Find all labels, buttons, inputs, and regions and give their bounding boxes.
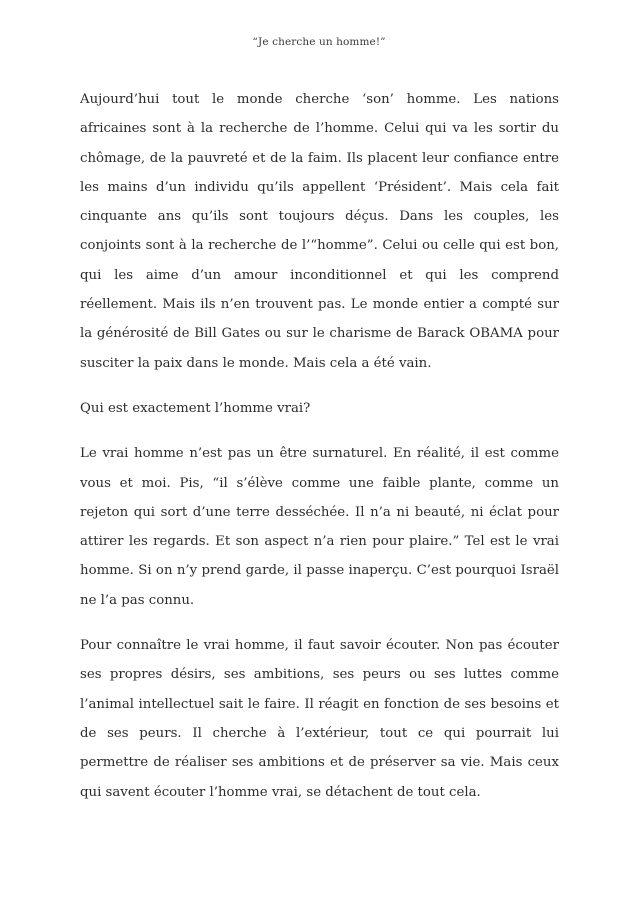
paragraph-true-man: Le vrai homme n’est pas un être surnaturel. En réalité, il est comme vous et moi. Pis, “il s’élève comme une faible plante, comme un rejeton qui sort d’une terre desséchée. Il n’a ni beauté, ni éclat pour attirer les regards. Et son aspect n’a rien pour plaire.” Tel est le vrai homme. Si on n’y prend garde, il passe inaperçu. C’est pourquoi Israël ne l’a pas connu. xyxy=(80,446,559,608)
paragraph-intro: Aujourd’hui tout le monde cherche ‘son’ homme. Les nations africaines sont à la recherche de l’homme. Celui qui va les sortir du chômage, de la pauvreté et de la faim. Ils placent leur confiance entre les mains d’un individu qu’ils appellent ‘Président’. Mais cela fait cinquante ans qu’ils sont toujours déçus. Dans les couples, les conjoints sont à la recherche de l’“homme”. Celui ou celle qui est bon, qui les aime d’un amour inconditionnel et qui les comprend réellement. Mais ils n’en trouvent pas. Le monde entier a compté sur la générosité de Bill Gates ou sur le charisme de Barack OBAMA pour susciter la paix dans le monde. Mais cela a été vain. xyxy=(80,92,559,371)
document-body xyxy=(80,85,559,823)
running-header: “Je cherche un homme!” xyxy=(252,36,386,48)
paragraph-listening: Pour connaître le vrai homme, il faut savoir écouter. Non pas écouter ses propres désirs, ses ambitions, ses peurs ou ses luttes comme l’animal intellectuel sait le faire. Il réagit en fonction de ses besoins et de ses peurs. Il cherche à l’extérieur, tout ce qui pourrait lui permettre de réaliser ses ambitions et de préserver sa vie. Mais ceux qui savent écouter l’homme vrai, se détachent de tout cela. xyxy=(80,638,559,800)
paragraph-question: Qui est exactement l’homme vrai? xyxy=(80,400,311,416)
